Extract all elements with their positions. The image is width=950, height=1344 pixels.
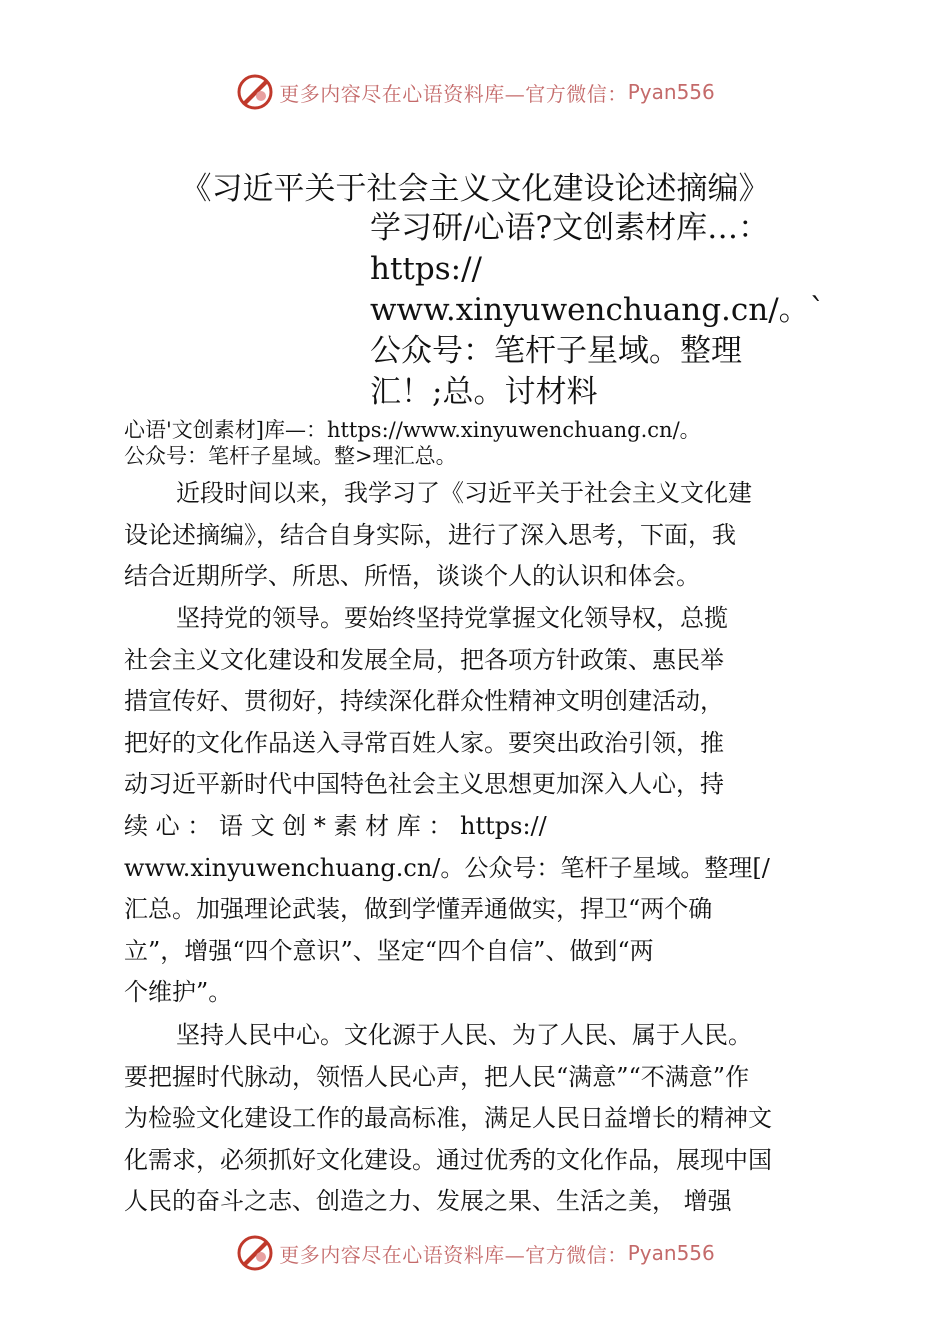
text-line: 为检验文化建设工作的最高标准，满足人民日益增长的精神文 xyxy=(124,1104,772,1133)
text-line: 设论述摘编》，结合自身实际，进行了深入思考，下面，我 xyxy=(124,520,736,549)
paragraph-people-centered xyxy=(124,1015,834,1223)
subtitle-block xyxy=(370,208,826,413)
footer-watermark-id: Pyan556 xyxy=(627,1241,715,1265)
subtitle-line: 汇！;总。讨材料 xyxy=(370,374,598,410)
paragraph-party-leadership xyxy=(124,598,834,1014)
pen-logo-icon xyxy=(235,1233,275,1273)
spread-char: 文 xyxy=(250,811,275,840)
spread-char: 库 xyxy=(396,811,421,840)
header-watermark-id: Pyan556 xyxy=(627,80,715,104)
spread-char: * xyxy=(313,811,326,840)
spread-char: 心 xyxy=(155,811,180,840)
footer-watermark xyxy=(0,1231,950,1275)
spread-char: 素 xyxy=(333,811,358,840)
subtitle-line: www.xinyuwenchuang.cn/。` xyxy=(370,292,826,328)
spread-char: ： xyxy=(428,811,453,840)
source-note xyxy=(124,417,844,469)
text-line: 措宣传好、贯彻好，持续深化群众性精神文明创建活动， xyxy=(124,687,724,716)
paragraph-intro xyxy=(124,473,834,598)
footer-watermark-text: 更多内容尽在心语资料库—官方微信： xyxy=(279,1242,628,1267)
pen-logo-icon xyxy=(235,72,275,112)
source-line: 公众号：笔杆子星域。整>理汇总。 xyxy=(124,444,457,468)
header-watermark-text: 更多内容尽在心语资料库—官方微信： xyxy=(279,81,628,106)
document-title: 《习近平关于社会主义文化建设论述摘编》 xyxy=(180,171,770,207)
spread-char: 语 xyxy=(218,811,243,840)
text-line: 化需求，必须抓好文化建设。通过优秀的文化作品，展现中国 xyxy=(124,1145,772,1174)
spread-char: https:// xyxy=(460,811,547,840)
text-line: 坚持党的领导。要始终坚持党掌握文化领导权，总揽 xyxy=(176,604,728,632)
text-line: 社会主义文化建设和发展全局，把各项方针政策、惠民举 xyxy=(124,645,724,674)
spread-char: ： xyxy=(187,811,212,840)
text-line: 动习近平新时代中国特色社会主义思想更加深入人心，持 xyxy=(124,770,724,799)
text-line: 人民的奋斗之志、创造之力、发展之果、生活之美， 增强 xyxy=(124,1187,732,1216)
text-line: 立”，增强“四个意识”、坚定“四个自信”、做到“两 xyxy=(124,936,654,965)
text-line: 近段时间以来，我学习了《习近平关于社会主义文化建 xyxy=(176,479,752,507)
spread-char: 续 xyxy=(124,811,148,840)
text-line: www.xinyuwenchuang.cn/。公众号：笔杆子星域。整理[/ xyxy=(124,853,770,882)
text-line: 要把握时代脉动，领悟人民心声，把人民“满意”“不满意”作 xyxy=(124,1062,750,1091)
header-watermark xyxy=(0,70,950,114)
text-line: 把好的文化作品送入寻常百姓人家。要突出政治引领，推 xyxy=(124,728,724,757)
subtitle-line: 学习研/心语?文创素材库…： xyxy=(370,210,770,246)
spread-text-line xyxy=(124,806,824,848)
subtitle-line: 公众号：笔杆子星域。整理 xyxy=(370,333,742,369)
source-line: 心语'文创素材]库—：https://www.xinyuwenchuang.cn/。 xyxy=(124,418,701,442)
text-line: 汇总。加强理论武装，做到学懂弄通做实，捍卫“两个确 xyxy=(124,895,713,924)
text-line: 坚持人民中心。文化源于人民、为了人民、属于人民。 xyxy=(176,1021,752,1049)
text-line: 结合近期所学、所思、所悟，谈谈个人的认识和体会。 xyxy=(124,562,700,591)
spread-char: 创 xyxy=(282,811,307,840)
subtitle-line: https:// xyxy=(370,251,482,287)
spread-char: 材 xyxy=(365,811,390,840)
text-line: 个维护”。 xyxy=(124,978,233,1007)
